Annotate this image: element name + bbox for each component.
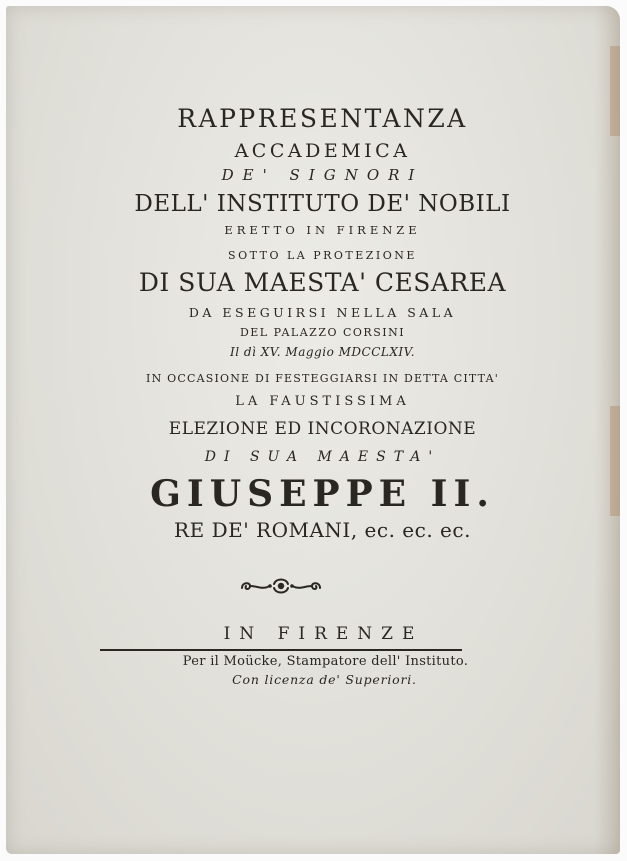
main-title: RAPPRESENTANZA [177,104,468,133]
imprint-license: Con licenza de' Superiori. [232,672,417,687]
title-line-eretto: ERETTO IN FIRENZE [224,223,421,237]
imprint-printer: Per il Moücke, Stampatore dell' Instituto. [182,654,469,669]
title-line-faustissima: LA FAUSTISSIMA [235,394,410,409]
title-line-occasione: IN OCCASIONE DI FESTEGGIARSI IN DETTA CITTA' [146,372,499,385]
title-line-instituto: DELL' INSTITUTO DE' NOBILI [134,191,511,217]
title-line-sala: DA ESEGUIRSI NELLA SALA [188,305,457,320]
subtitle-accademica: ACCADEMICA [234,140,411,162]
imprint-rule [100,649,462,651]
title-line-elezione: ELEZIONE ED INCORONAZIONE [168,419,477,439]
date-line: Il dì XV. Maggio MDCCLXIV. [229,345,416,359]
title-line-sua-maesta: DI SUA MAESTA' [204,449,441,465]
title-line-signori: DE' SIGNORI [221,166,424,184]
title-line-maesta-cesarea: DI SUA MAESTA' CESAREA [138,268,507,297]
title-line-palazzo: DEL PALAZZO CORSINI [239,326,406,339]
emperor-name: GIUSEPPE II. [150,473,495,515]
scroll-ornament-icon [238,574,324,596]
title-line-re-romani: RE DE' ROMANI, ec. ec. ec. [174,518,471,542]
title-line-protezione: SOTTO LA PROTEZIONE [228,249,417,262]
imprint-place: IN FIRENZE [223,624,424,644]
